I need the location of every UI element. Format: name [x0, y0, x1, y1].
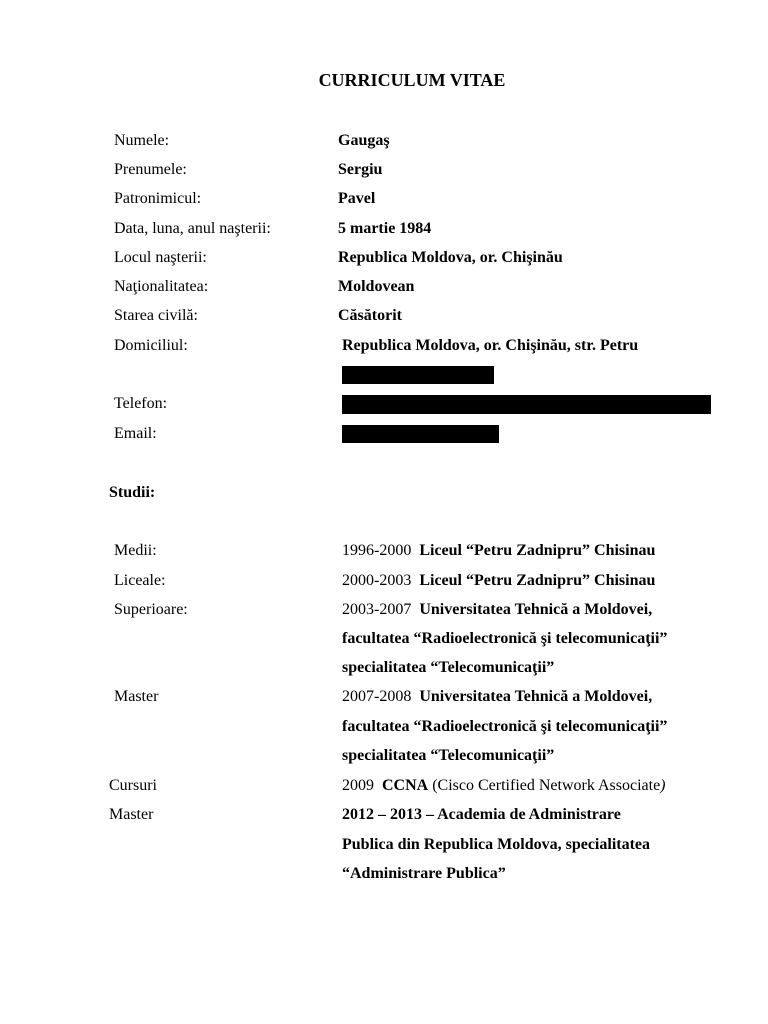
medii-label: Medii: — [114, 542, 157, 559]
cursuri-bold: CCNA — [382, 777, 429, 794]
liceale-value: Liceul “Petru Zadnipru” Chisinau — [419, 572, 656, 589]
nume-label: Numele: — [114, 132, 170, 149]
domiciliu-label: Domiciliul: — [114, 337, 188, 354]
data-nasterii-value: 5 martie 1984 — [338, 220, 432, 237]
locul-nasterii-label: Locul naşterii: — [114, 249, 207, 266]
redacted-telefon-block — [342, 395, 711, 414]
master2-line3: “Administrare Publica” — [342, 865, 506, 882]
cursuri-rest: (Cisco Certified Network Associate — [432, 777, 661, 794]
superioare-line1: Universitatea Tehnică a Moldovei, — [419, 601, 653, 618]
nume-value: Gaugaş — [338, 132, 390, 149]
stare-civila-value: Căsătorit — [338, 307, 402, 324]
master1-entry — [342, 687, 652, 707]
master1-line3: specialitatea “Telecomunicaţii” — [342, 747, 555, 764]
cursuri-entry — [342, 776, 666, 796]
redacted-address-block — [342, 366, 494, 384]
master1-label: Master — [114, 688, 159, 705]
prenume-value: Sergiu — [338, 161, 383, 178]
superioare-years: 2003-2007 — [342, 601, 412, 618]
medii-value: Liceul “Petru Zadnipru” Chisinau — [419, 542, 656, 559]
studii-heading: Studii: — [109, 484, 156, 501]
superioare-entry — [342, 600, 652, 620]
liceale-years: 2000-2003 — [342, 572, 412, 589]
medii-years: 1996-2000 — [342, 542, 412, 559]
cursuri-label: Cursuri — [109, 777, 157, 794]
master2-line2: Publica din Republica Moldova, specialitatea — [342, 836, 651, 853]
domiciliu-value: Republica Moldova, or. Chişinău, str. Petru — [342, 337, 639, 354]
cursuri-year: 2009 — [342, 777, 374, 794]
master1-line1: Universitatea Tehnică a Moldovei, — [419, 688, 653, 705]
patronimic-label: Patronimicul: — [114, 190, 202, 207]
data-nasterii-label: Data, luna, anul naşterii: — [114, 220, 271, 237]
master1-line2: facultatea “Radioelectronică şi telecomunicaţii” — [342, 718, 668, 735]
stare-civila-label: Starea civilă: — [114, 307, 198, 324]
email-label: Email: — [114, 425, 157, 442]
prenume-label: Prenumele: — [114, 161, 187, 178]
patronimic-value: Pavel — [338, 190, 376, 207]
medii-entry — [342, 541, 655, 561]
nationalitate-label: Naţionalitatea: — [114, 278, 209, 295]
document-title: CURRICULUM VITAE — [318, 70, 506, 90]
redacted-email-block — [342, 425, 499, 443]
locul-nasterii-value: Republica Moldova, or. Chişinău — [338, 249, 563, 266]
liceale-label: Liceale: — [114, 572, 166, 589]
superioare-line3: specialitatea “Telecomunicaţii” — [342, 659, 555, 676]
cursuri-close: ) — [660, 777, 666, 794]
master1-years: 2007-2008 — [342, 688, 412, 705]
nationalitate-value: Moldovean — [338, 278, 415, 295]
superioare-line2: facultatea “Radioelectronică şi telecomunicaţii” — [342, 630, 668, 647]
superioare-label: Superioare: — [114, 601, 188, 618]
telefon-label: Telefon: — [114, 395, 168, 412]
liceale-entry — [342, 571, 655, 591]
master2-line1: 2012 – 2013 – Academia de Administrare — [342, 806, 621, 823]
master2-label: Master — [109, 806, 154, 823]
